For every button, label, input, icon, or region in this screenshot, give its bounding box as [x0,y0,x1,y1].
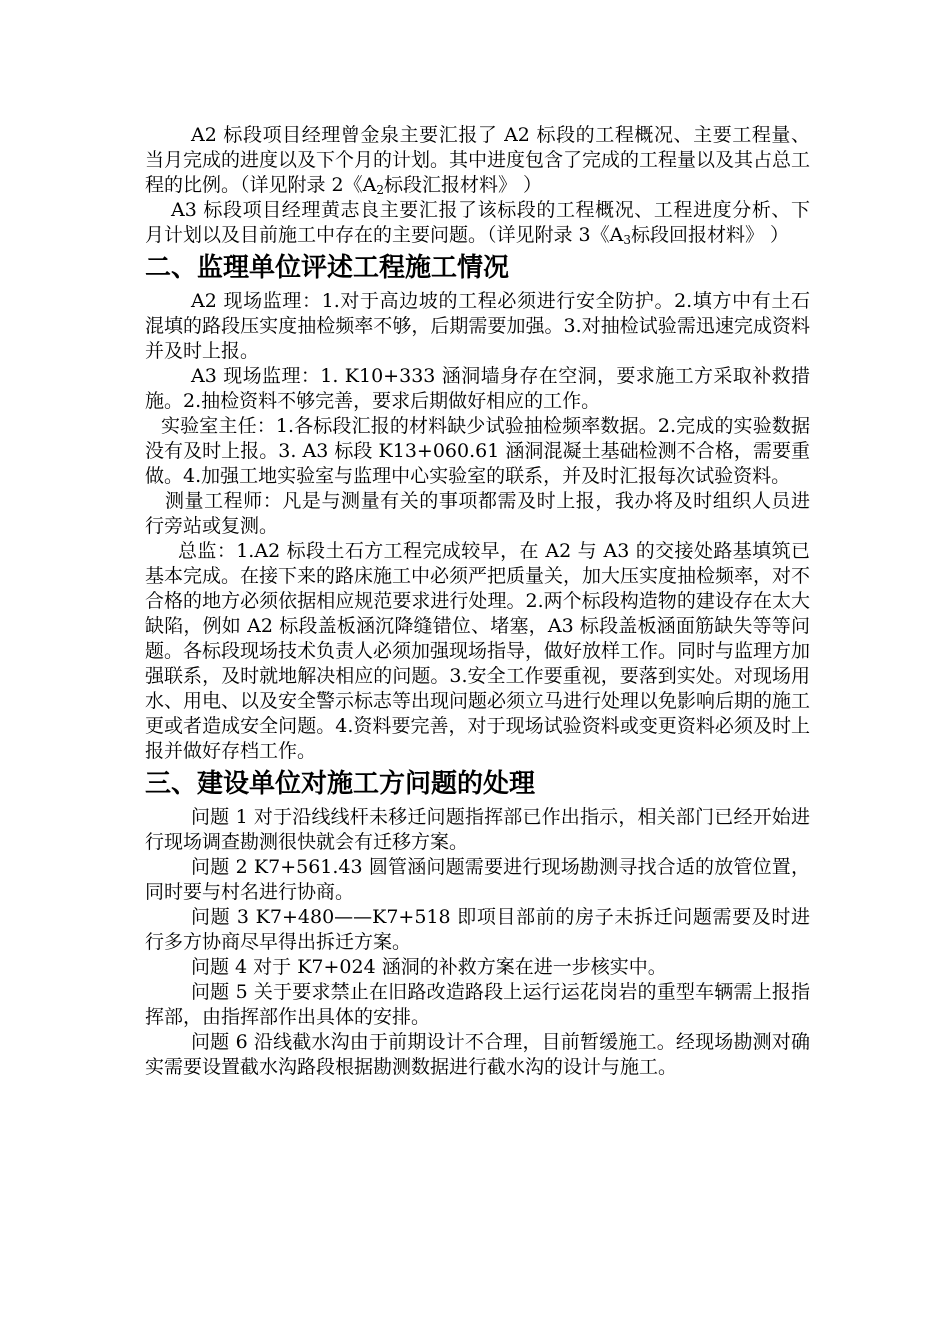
paragraph-issue-5: 问题 5 关于要求禁止在旧路改造路段上运行运花岗岩的重型车辆需上报指挥部，由指挥部作出具体的安排。 [145,981,810,1028]
subscript: 3 [623,233,631,247]
paragraph-text: 标段汇报材料》 ） [384,174,543,196]
paragraph-a3-report [145,198,810,248]
paragraph-lab-director: 实验室主任：1.各标段汇报的材料缺少试验抽检频率数据。2.完成的实验数据没有及时上报。3. A3 标段 K13+060.61 涵洞混凝土基础检测不合格，需要重做。4.加强工地实验室与监理中心实验室的联系，并及时汇报每次试验资料。 [145,415,810,487]
paragraph-text: 标段回报材料》 ） [631,224,790,246]
paragraph-issue-3: 问题 3 K7+480——K7+518 即项目部前的房子未拆迁问题需要及时进行多方协商尽早得出拆迁方案。 [145,906,810,953]
section-heading-owner-handling: 三、建设单位对施工方问题的处理 [145,769,536,799]
paragraph-issue-4: 问题 4 对于 K7+024 涵洞的补救方案在进一步核实中。 [191,956,667,978]
paragraph-a3-supervisor: A3 现场监理：1. K10+333 涵洞墙身存在空洞，要求施工方采取补救措施。2.抽检资料不够完善，要求后期做好相应的工作。 [145,365,810,412]
paragraph-text: A3 标段项目经理黄志良主要汇报了该标段的工程概况、工程进度分析、下月计划以及目前施工中存在的主要问题。（详见附录 3《A [145,199,810,246]
paragraph-chief-supervisor: 总监：1.A2 标段土石方工程完成较早，在 A2 与 A3 的交接处路基填筑已基本完成。在接下来的路床施工中必须严把质量关，加大压实度抽检频率，对不合格的地方必须依据相应规范要求进行处理。2.两个标段构造物的建设存在太大缺陷，例如 A2 标段盖板涵沉降缝错位、堵塞，A3 标段盖板涵面筋缺失等等问题。各标段现场技术负责人必须加强现场指导，做好放样工作。同时与监理方加强联系，及时就地解决相应的问题。3.安全工作要重视，要落到实处。对现场用水、用电、以及安全警示标志等出现问题必须立马进行处理以免影响后期的施工更或者造成安全问题。4.资料要完善，对于现场试验资料或变更资料必须及时上报并做好存档工作。 [145,540,811,762]
paragraph-issue-6: 问题 6 沿线截水沟由于前期设计不合理，目前暂缓施工。经现场勘测对确实需要设置截水沟路段根据勘测数据进行截水沟的设计与施工。 [145,1031,810,1078]
paragraph-a2-report [145,123,810,198]
subscript: 2 [376,183,384,197]
document-body [145,123,810,1080]
paragraph-survey-engineer: 测量工程师：凡是与测量有关的事项都需及时上报，我办将及时组织人员进行旁站或复测。 [145,490,810,537]
paragraph-a2-supervisor: A2 现场监理：1.对于高边坡的工程必须进行安全防护。2.填方中有土石混填的路段压实度抽检频率不够，后期需要加强。3.对抽检试验需迅速完成资料并及时上报。 [145,290,810,362]
section-heading-supervision: 二、监理单位评述工程施工情况 [145,253,510,283]
paragraph-issue-2: 问题 2 K7+561.43 圆管涵问题需要进行现场勘测寻找合适的放管位置，同时要与村名进行协商。 [145,856,810,903]
paragraph-issue-1: 问题 1 对于沿线线杆未移迁问题指挥部已作出指示，相关部门已经开始进行现场调查勘测很快就会有迁移方案。 [145,806,810,853]
paragraph-text: A2 标段项目经理曾金泉主要汇报了 A2 标段的工程概况、主要工程量、当月完成的进度以及下个月的计划。其中进度包含了完成的工程量以及其占总工程的比例。（详见附录 2《A [145,124,811,196]
